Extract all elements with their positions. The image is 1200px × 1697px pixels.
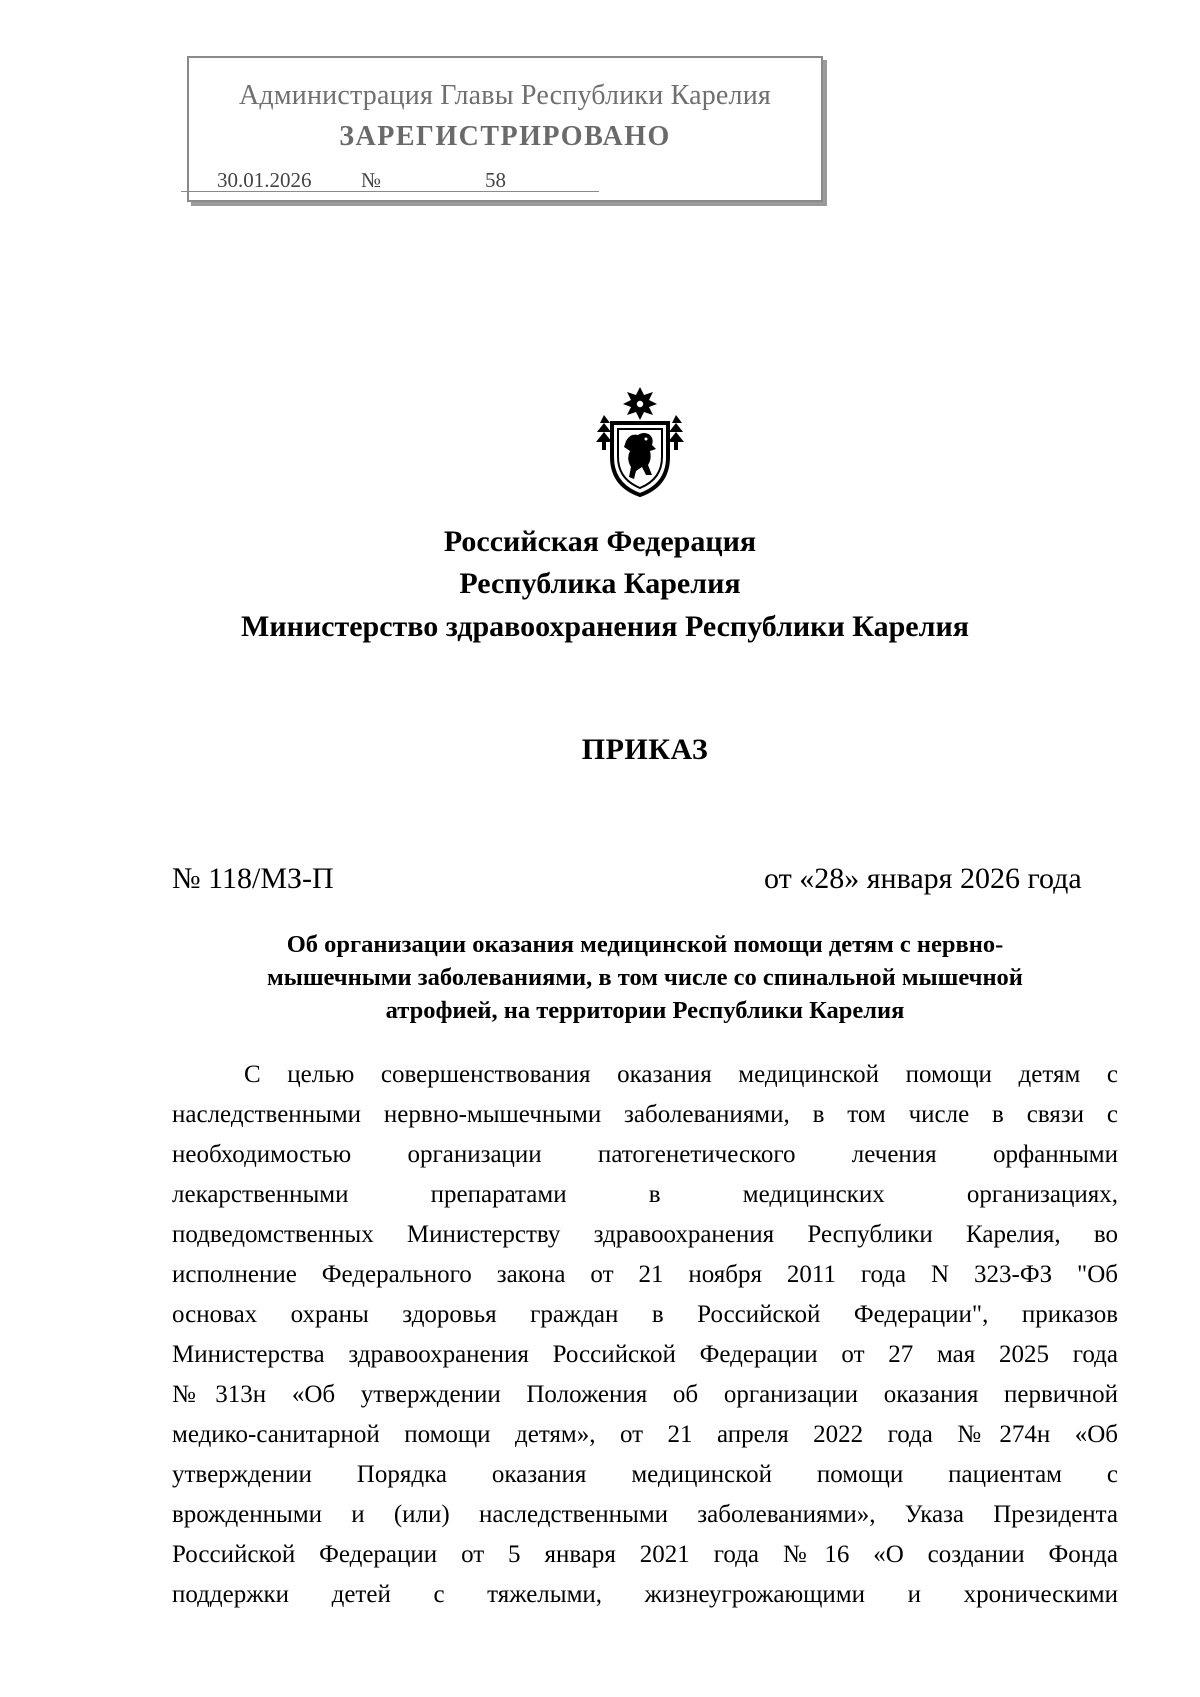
body-line: С целью совершенствования оказания медицинской помощи детям с <box>244 1061 1118 1088</box>
order-number: № 118/МЗ-П <box>172 862 334 895</box>
order-date: от «28» января 2026 года <box>764 862 1082 895</box>
header-country: Российская Федерация <box>443 525 757 558</box>
stamp-status: ЗАРЕГИСТРИРОВАНО <box>339 121 671 152</box>
registration-stamp <box>187 56 823 202</box>
body-line: основах охраны здоровья граждан в Российской Федерации", приказов <box>172 1301 1118 1328</box>
order-body <box>172 1055 1118 1615</box>
body-line: поддержки детей с тяжелыми, жизнеугрожающими и хроническими <box>172 1581 1118 1608</box>
header-republic: Республика Карелия <box>459 567 741 600</box>
karelia-coat-of-arms-icon <box>596 385 684 497</box>
subject-line: мышечными заболеваниями, в том числе со спинальной мышечной <box>267 964 1023 991</box>
header-ministry: Министерство здравоохранения Республики Карелия <box>241 610 969 643</box>
body-line: №313н «Об утверждении Положения об организации оказания первичной <box>172 1381 1118 1408</box>
body-line: врожденными и (или) наследственными заболеваниями», Указа Президента <box>172 1501 1118 1528</box>
body-line: медико-санитарной помощи детям», от 21 апреля 2022 года №274н «Об <box>172 1421 1118 1448</box>
subject-line: атрофией, на территории Республики Карелия <box>385 997 905 1024</box>
body-line: Министерства здравоохранения Российской Федерации от 27 мая 2025 года <box>172 1341 1118 1368</box>
stamp-number-sign: № <box>361 168 382 192</box>
body-line: исполнение Федерального закона от 21 ноября 2011 года N 323-ФЗ "Об <box>172 1261 1118 1288</box>
body-line: лекарственными препаратами в медицинских организациях, <box>172 1181 1118 1208</box>
subject-line: Об организации оказания медицинской помощи детям с нервно- <box>286 931 1004 958</box>
stamp-date: 30.01.2026 <box>217 168 312 192</box>
body-line: наследственными нервно-мышечными заболеваниями, в том числе в связи с <box>172 1101 1118 1128</box>
order-subject <box>172 928 1118 1027</box>
body-line: необходимостью организации патогенетического лечения орфанными <box>172 1141 1118 1168</box>
body-line: утверждении Порядка оказания медицинской помощи пациентам с <box>172 1461 1118 1488</box>
document-type-title: ПРИКАЗ <box>581 733 709 766</box>
stamp-organization: Администрация Главы Республики Карелия <box>239 80 771 111</box>
body-line: Российской Федерации от 5 января 2021 года №16 «О создании Фонда <box>172 1541 1118 1568</box>
body-line: подведомственных Министерству здравоохранения Республики Карелия, во <box>172 1221 1118 1248</box>
stamp-number: 58 <box>485 168 506 192</box>
